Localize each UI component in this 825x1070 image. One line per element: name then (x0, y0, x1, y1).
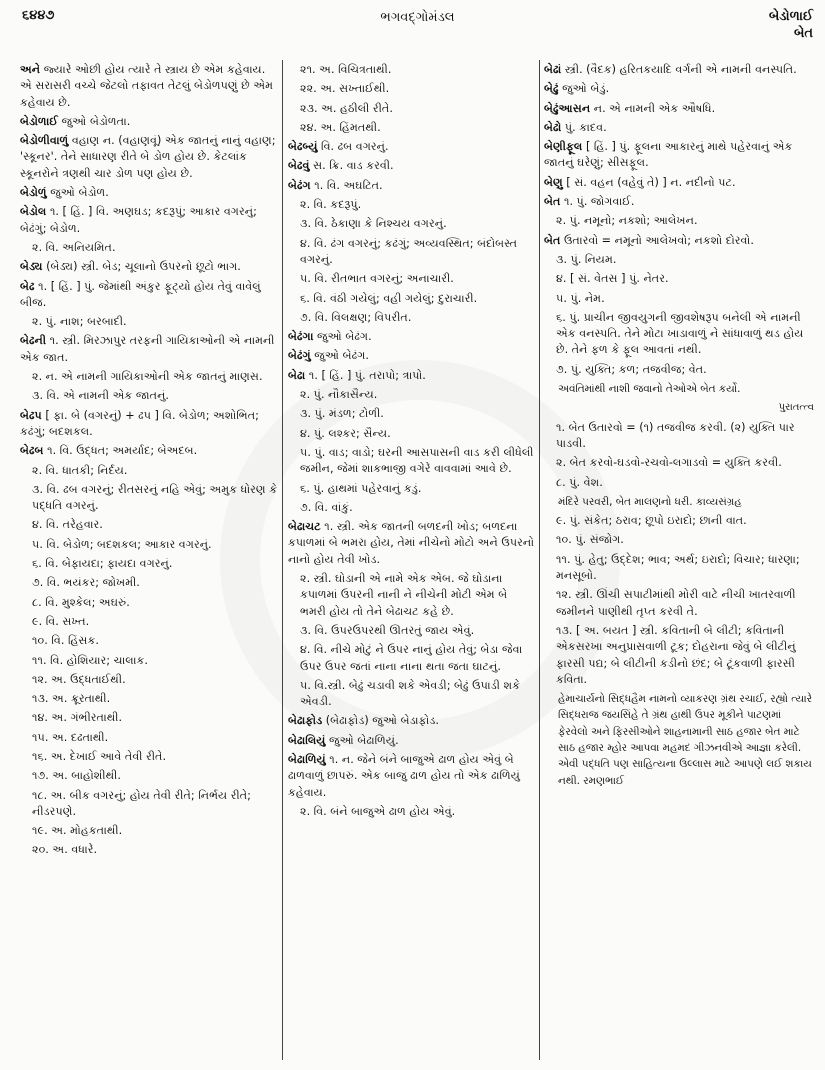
column-middle (288, 62, 536, 1062)
dictionary-entry: ૪. [ સં. વેતસ ] પું. નેતર. (556, 272, 669, 286)
dictionary-entry: અને જ્યારે ઓછી હોય ત્યારે તે સ્ત્રાય છે એમ કહેવાય. એ સરાસરી વચ્ચે જેટલો તફાવત તેટલું બેડોળપણું છે એમ કહેવાય છે. (20, 63, 274, 109)
dictionary-entry: ૧૨. અ. ઉદ્ધતાઈથી. (32, 672, 126, 686)
dictionary-entry: બેઢંગું જુઓ બેઢંગ. (288, 349, 369, 363)
headword: બેઢંગ (288, 178, 311, 192)
headword: બેઢા (288, 368, 306, 382)
dictionary-entry: ૨૨. અ. સખ્તાઈથી. (300, 82, 390, 96)
dictionary-entry: ૨. સ્ત્રી. ઘોડાની એ નામે એક એબ. જે ઘોડાના કપાળમાં ઉપરની નાની ને નીચેની મોટી એમ બે ભમરી હોય તો તેને બેઢાચટ કહે છે. (300, 572, 508, 618)
headword: બેઢાફોડ (288, 714, 323, 728)
dictionary-entry: ૭. વિ. ભયંકર; જોખમી. (32, 576, 140, 590)
dictionary-entry: ૩. વિ. એ નામની એક જાતનું. (32, 389, 169, 403)
headword: બેઢાળિયું (288, 752, 326, 766)
guide-word-first: બેડોળાઈ (768, 9, 813, 24)
dictionary-entry: ૪. વિ. ઢંગ વગરનું; કઢંગું; અવ્યવસ્થિત; બંદોબસ્ત વગરનું. (300, 236, 518, 266)
headword: બેડોલ (20, 205, 47, 219)
headword: બેત (544, 233, 561, 247)
headword: બેણુ (544, 175, 563, 189)
headword: બેઢો (544, 120, 562, 134)
dictionary-entry: ૧૯. અ. મોહકતાથી. (32, 824, 123, 838)
headword: બેઢની (20, 334, 47, 348)
dictionary-entry: ૩. વિ. ઉપરઉપરથી ઊતરતું જાય એવું. (300, 623, 475, 637)
dictionary-entry: બેડોલ ૧. [ હિં. ] વિ. અણઘડ; કદરૂપું; આકાર વગરનું; બેઢંગું; બેડોળ. (20, 205, 257, 235)
page-header (22, 8, 813, 41)
dictionary-entry: બેડોળું જુઓ બેડોળ. (20, 186, 109, 200)
dictionary-entry: બેઢંગા જુઓ બેઢંગ. (288, 330, 372, 344)
headword: બેઢવું (288, 159, 310, 173)
headword: બેઢાલિયું (288, 733, 326, 747)
headword: બેઢું (544, 82, 559, 96)
dictionary-entry: બેણીફૂલ [ હિં. ] પું. ફૂલના આકારનું માથે પહેરવાનું એક જાતનું ઘરેણું; સીસફૂલ. (544, 140, 793, 170)
column-divider (539, 60, 540, 1060)
column-left (20, 62, 278, 1062)
dictionary-entry: પુરાતત્ત્વ (778, 402, 814, 414)
dictionary-entry: ૩. પું. મંડળ; ટોળી. (300, 407, 384, 421)
dictionary-entry: ૫. પું. નેમ. (556, 291, 605, 305)
dictionary-entry: બેઢવું સ. ક્રિ. વાડ કરવી. (288, 159, 394, 173)
dictionary-entry: ૧૭. અ. બાહોશીથી. (32, 769, 121, 783)
headword: બેણીફૂલ (544, 140, 583, 154)
headword: બેઢુંઆસન (544, 101, 591, 115)
dictionary-entry: ૧૫. અ. દઢતાથી. (32, 730, 109, 744)
dictionary-entry: ૫. વિ. રીતભાત વગરનું; અનાચારી. (300, 272, 454, 286)
dictionary-entry: ૫. વિ. બેડોળ; બદશકલ; આકાર વગરનું. (32, 537, 212, 551)
headword: બેડોળાઈ (20, 114, 59, 128)
headword: બેઢપ (20, 408, 42, 422)
dictionary-entry: ૮. વિ. મુશ્કેલ; અઘરું. (32, 595, 130, 609)
dictionary-entry: બેડ્ય (બેડ્ય) સ્ત્રી. બેડ; ચૂલાનો ઉપરનો છૂટો ભાગ. (20, 260, 241, 274)
headword: બેડોળીવાળું (20, 134, 69, 148)
dictionary-entry: ૨. પું. નમૂનો; નકશો; આલેખન. (556, 214, 698, 228)
headword: બેઢંગું (288, 349, 311, 363)
dictionary-entry: બેઢું જુઓ બેડું. (544, 82, 610, 96)
dictionary-entry: ૯. પું. સંકેત; ઠરાવ; છૂપો ઇરાદો; છાની વાત. (556, 514, 747, 528)
dictionary-entry: બેઢો પું. કાદવ. (544, 120, 607, 134)
dictionary-entry: ૫. વિ.સ્ત્રી. બેઢું ચડાવી શકે એવડી; બેઢું ઉપાડી શકે એવડી. (300, 678, 521, 709)
dictionary-entry: બેઢંગ ૧. વિ. અઘટિત. (288, 178, 383, 192)
dictionary-entry: ૬. વિ. વંઠી ગયેલું; વહી ગયેલું; દુરાચારી. (300, 291, 478, 305)
dictionary-entry: ૧૩. [ અ. બયત ] સ્ત્રી. કવિતાની બે લીટી; કવિતાની એકસરખા અનુપ્રાસવાળી ટૂક; દોહરાના જેવું બે લીટીનું ફારસી પદ્ય; બે લીટીની કડીનો છંદ; બે ટૂંકવાળી ફારસી કવિતા. (556, 623, 796, 686)
headword: બેઢાં (544, 63, 562, 76)
headword: બેઢ (20, 279, 35, 293)
guide-word-last: બેત (793, 26, 813, 41)
dictionary-entry: ૨. વિ. અનિયમિત. (32, 240, 116, 254)
dictionary-entry: ૩. પું. નિયમ. (556, 252, 617, 266)
headword: બેડ્ય (20, 260, 43, 274)
headword: બેડોળું (20, 186, 47, 200)
dictionary-entry: બેડોળાઈ જુઓ બેડોળતા. (20, 114, 131, 128)
dictionary-entry: ૨. વિ. બંને બાજુએ ઢાળ હોય એવું. (300, 804, 456, 818)
dictionary-entry: બેઢાળિયું ૧. ન. જેને બંને બાજુએ ઢાળ હોય એવું બે ઢાળવાળું છાપરું. એક બાજુ ઢાળ હોય તો એક ઢાળિયું કહેવાય. (288, 752, 520, 799)
headword: બેત (544, 195, 561, 209)
dictionary-entry: બેઢુંઆસન ન. એ નામની એક ઔષધિ. (544, 101, 716, 115)
headword: બેઢબ્યું (288, 140, 318, 154)
dictionary-entry: ૧. બેત ઉતારવો = (૧) તજવીજ કરવી. (૨) યુક્તિ પાર પાડવી. (556, 420, 795, 450)
dictionary-entry: ૨૩. અ. હઠીલી રીતે. (300, 101, 393, 115)
headword: બેઢાચટ (288, 520, 321, 534)
dictionary-entry: ૧૬. અ. દેખાઈ આવે તેવી રીતે. (32, 749, 167, 763)
dictionary-entry: ૨. વિ. કદરૂપું. (300, 198, 362, 212)
dictionary-entry: બેઢાચટ ૧. સ્ત્રી. એક જાતની બળદની ખોડ; બળદના કપાળમાં બે ભમરા હોય, તેમાં નીચેનો મોટો અને ઉપરનો નાનો હોય તેવી ખોડ. (288, 520, 534, 566)
dictionary-entry: બેત ઉતારવો = નમૂનો આલેખવો; નકશો દોરવો. (544, 233, 754, 247)
dictionary-entry: મંદિરે પરવરી, બેત માલણનો ધરી. કાવ્યસંગ્રહ (558, 495, 742, 508)
dictionary-entry: ૨૪. અ. હિંમતથી. (300, 120, 381, 134)
dictionary-entry: ૨૦. અ. વધારે. (32, 843, 98, 857)
dictionary-entry: હેમાચાર્યનો સિદ્ધહૈમ નામનો વ્યાકરણ ગ્રંથ રચાઈ, રહ્યો ત્યારે સિદ્ધરાજ જયસિંહે તે ગ્રંથ હાથી ઉપર મૂકીને પાટણમાં ફેરવેલો અને ફિરસીઓને શાહનામાની સાઠ હજાર બેત માટે સાઠ હજાર મ્હોર આપવા મહમદ ગીઝનવીએ આજ્ઞા કરેલી. એવી પદ્ધતિ પણ સાહિત્યના ઉલ્લાસ માટે આપણે લઈ શકાય નથી. રમણભાઈ (558, 693, 813, 787)
dictionary-entry: ૧૨. સ્ત્રી. ઊંચી સપાટીમાંથી મોરી વાટે નીચી ખાતરવાળી જમીનને પાણીથી તૃપ્ત કરવી તે. (556, 588, 796, 618)
dictionary-entry: ૪. પું. લશ્કર; સૈન્ય. (300, 426, 391, 440)
dictionary-entry: ૧૧. પું. હેતુ; ઉદ્દેશ; ભાવ; અર્થ; ઇરાદો; વિચાર; ધારણા; મનસૂબો. (556, 552, 800, 583)
dictionary-entry: ૨. ન. એ નામની ગાયિકાઓની એક જાતનું માણસ. (32, 370, 263, 384)
dictionary-entry: બેઢાફોડ (બેઢાફોડ) જુઓ બેડાફોડ. (288, 714, 439, 728)
dictionary-entry: ૩. વિ. ઠેકાણા કે નિશ્ચય વગરનું. (300, 217, 447, 231)
dictionary-entry: બેઢા ૧. [ હિં. ] પું. તરાપો; ત્રાપો. (288, 368, 426, 382)
dictionary-entry: બેડોળીવાળું વહાણ ન. (વહાણવૂં) એક જાતનું નાનું વહાણ; 'સ્કૂનર'. તેને સાધારણ રીતે બે ડોળ હોય છે. કેટલાંક સ્કૂનરોને ત્રણથી ચાર ડોળ પણ હોય છે. (20, 134, 276, 180)
dictionary-entry: ૧૦. વિ. હિંસક. (32, 634, 99, 648)
dictionary-entry: ૧૪. અ. ગંભીરતાથી. (32, 711, 123, 725)
dictionary-entry: બેઢની ૧. સ્ત્રી. મિરઝાપુર તરફની ગાયિકાઓની એ નામની એક જાત. (20, 334, 275, 364)
dictionary-entry: ૬. પું. પ્રાચીન જીવયુગની જીવશેષરૂપ બનેલી એ નામની એક વનસ્પતિ. તેને મોટા ખાડાવાળું ને સાંધાવાળું થડ હોય છે. તેને ફળ કે ફૂલ આવતાં નથી. (556, 310, 804, 357)
dictionary-entry: બેઢ ૧. [ હિં. ] પું. જેમાંથી અંકુર ફૂટ્યો હોય તેવું વાવેલું બીજ. (20, 279, 261, 309)
dictionary-entry: ૭. પું. યુક્તિ; કળ; તજવીજ; વેત. (556, 362, 707, 376)
dictionary-entry: બેઢાલિયું જુઓ બેઢાળિયું. (288, 733, 399, 747)
dictionary-entry: બેત ૧. પું. જોગવાઈ. (544, 195, 635, 209)
dictionary-entry: ૧૦. પું. સંજોગ. (556, 533, 624, 547)
dictionary-entry: ૨. પું. નૌકાસૈન્ય. (300, 388, 378, 402)
dictionary-entry: ૪. વિ. તરેહવાર. (32, 518, 103, 532)
dictionary-entry: બેણુ [ સં. વહન (વહેવું તે) ] ન. નદીનો પટ. (544, 175, 736, 189)
dictionary-entry: બેઢબ ૧. વિ. ઉદ્ધત; અમર્યાદ; બેઅદબ. (20, 444, 198, 458)
dictionary-entry: ૪. વિ. નીચે મોટું ને ઉપર નાનું હોય તેવું; બેડા જેવા ઉપર ઉપર જતાં નાના નાના થતા જતા ઘાટનું. (300, 643, 523, 673)
column-right (544, 62, 814, 1062)
headword: બેઢબ (20, 444, 44, 458)
dictionary-entry: ૨. વિ. ધાતકી; નિર્દય. (32, 463, 128, 477)
dictionary-entry: ૫. પું. વાડ; વાડો; ઘરની આસપાસની વાડ કરી લીધેલી જમીન, જેમાં શાકભાજી વગેરે વાવવામાં આવે છે. (300, 445, 534, 476)
dictionary-entry: ૯. વિ. સખ્ત. (32, 614, 90, 628)
column-divider (282, 60, 283, 1060)
headword: અને (20, 63, 41, 76)
dictionary-entry: ૨. બેત કરવો-ઘડવો-રચવો-લગાડવો = યુક્તિ કરવી. (556, 456, 782, 470)
page-title: ભગવદ્ગોમંડલ (380, 10, 455, 25)
page-number: ૬૪૪૭ (22, 8, 55, 23)
dictionary-entry: ૬. વિ. બેફાયદા; ફાયદા વગરનું. (32, 557, 173, 571)
dictionary-entry: બેઢાં સ્ત્રી. (વૈદક) હરિતકયાદિ વર્ગની એ નામની વનસ્પતિ. (544, 63, 797, 76)
dictionary-entry: ૭. વિ. વાંકું. (300, 500, 353, 514)
dictionary-entry: બેઢબ્યું વિ. ઢબ વગરનું. (288, 140, 389, 154)
dictionary-entry: ૨. પું. નાશ; બરબાદી. (32, 315, 127, 329)
dictionary-entry: અવંતિમાંથી નાશી જવાનો તેઓએ બેત કર્યો. (558, 383, 741, 396)
dictionary-entry: ૮. પું. વેશ. (556, 475, 603, 489)
dictionary-entry: ૧૧. વિ. હોશિયાર; ચાલાક. (32, 653, 148, 667)
dictionary-entry: ૧૩. અ. ક્રૂરતાથી. (32, 692, 111, 706)
dictionary-entry: ૭. વિ. વિલક્ષણ; વિપરીત. (300, 310, 412, 324)
dictionary-entry: ૧૮. અ. બીક વગરનું; હોય તેવી રીતે; નિર્ભય રીતે; નીડરપણે. (32, 788, 251, 818)
dictionary-entry: બેઢપ [ ફા. બે (વગરનું) + ઢપ ] વિ. બેડોળ; અશોભિત; કઢંગું; બદશકલ. (20, 408, 259, 438)
headword: બેઢંગા (288, 330, 314, 344)
dictionary-entry: ૩. વિ. ઢબ વગરનું; રીતસરનું નહિ એવું; અમુક ધોરણ કે પદ્ધતિ વગરનું. (32, 482, 278, 513)
dictionary-entry: ૨૧. અ. વિચિત્રતાથી. (300, 63, 392, 76)
dictionary-entry: ૬. પું. હાથમાં પહેરવાનું કડું. (300, 481, 422, 495)
